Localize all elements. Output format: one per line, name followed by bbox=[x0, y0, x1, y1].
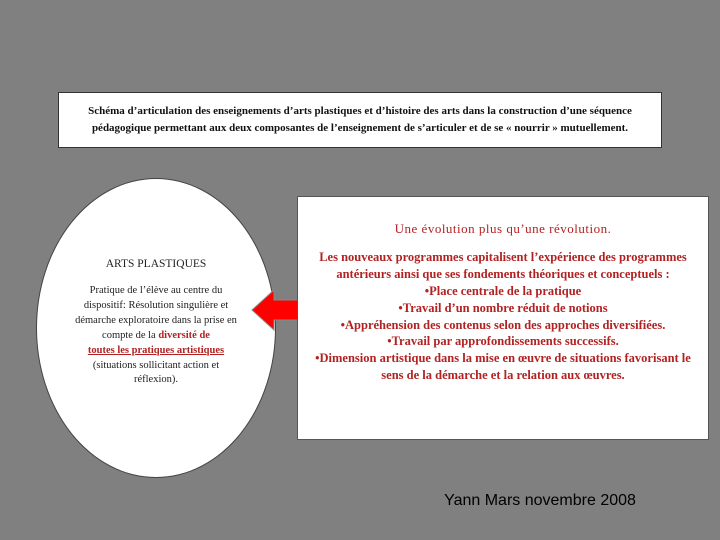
bullet-item: •Travail d’un nombre réduit de notions bbox=[398, 300, 608, 315]
author-signature: Yann Mars novembre 2008 bbox=[444, 492, 636, 509]
arts-plastiques-text-start: Pratique de l’élève au centre du dispositif: Résolution singulière et démarche exploratoire dans la prise en compte de la bbox=[75, 285, 237, 341]
evolution-body bbox=[308, 249, 698, 384]
title-line-2: pédagogique permettant aux deux composantes de l’enseignement de s’articuler et de se « nourrir » mutuellement. bbox=[91, 122, 629, 134]
bullet-item: •Travail par approfondissements successifs. bbox=[387, 334, 619, 349]
title-box bbox=[58, 92, 662, 148]
diversity-accent: diversité de bbox=[158, 329, 210, 341]
bullet-item: •Dimension artistique dans la mise en œuvre de situations favorisant le sens de la démarche et la relation aux œuvres. bbox=[315, 351, 691, 383]
bullet-item: •Appréhension des contenus selon des approches diversifiées. bbox=[340, 317, 666, 332]
title-line-1: Schéma d’articulation des enseignements d’arts plastiques et d’histoire des arts dans la construction d’une séquence bbox=[88, 104, 632, 117]
evolution-heading: Une évolution plus qu’une révolution. bbox=[394, 221, 612, 236]
arts-plastiques-heading: ARTS PLASTIQUES bbox=[105, 258, 207, 270]
evolution-box bbox=[297, 196, 709, 440]
arts-plastiques-text bbox=[70, 284, 242, 388]
arts-plastiques-text-end: (situations sollicitant action et réflexion). bbox=[92, 359, 220, 386]
evolution-intro: Les nouveaux programmes capitalisent l’expérience des programmes antérieurs ainsi que ses fondements théoriques et conceptuels : bbox=[319, 250, 687, 281]
all-practices-accent: toutes les pratiques artistiques bbox=[87, 344, 225, 356]
bullet-item: •Place centrale de la pratique bbox=[424, 283, 582, 298]
